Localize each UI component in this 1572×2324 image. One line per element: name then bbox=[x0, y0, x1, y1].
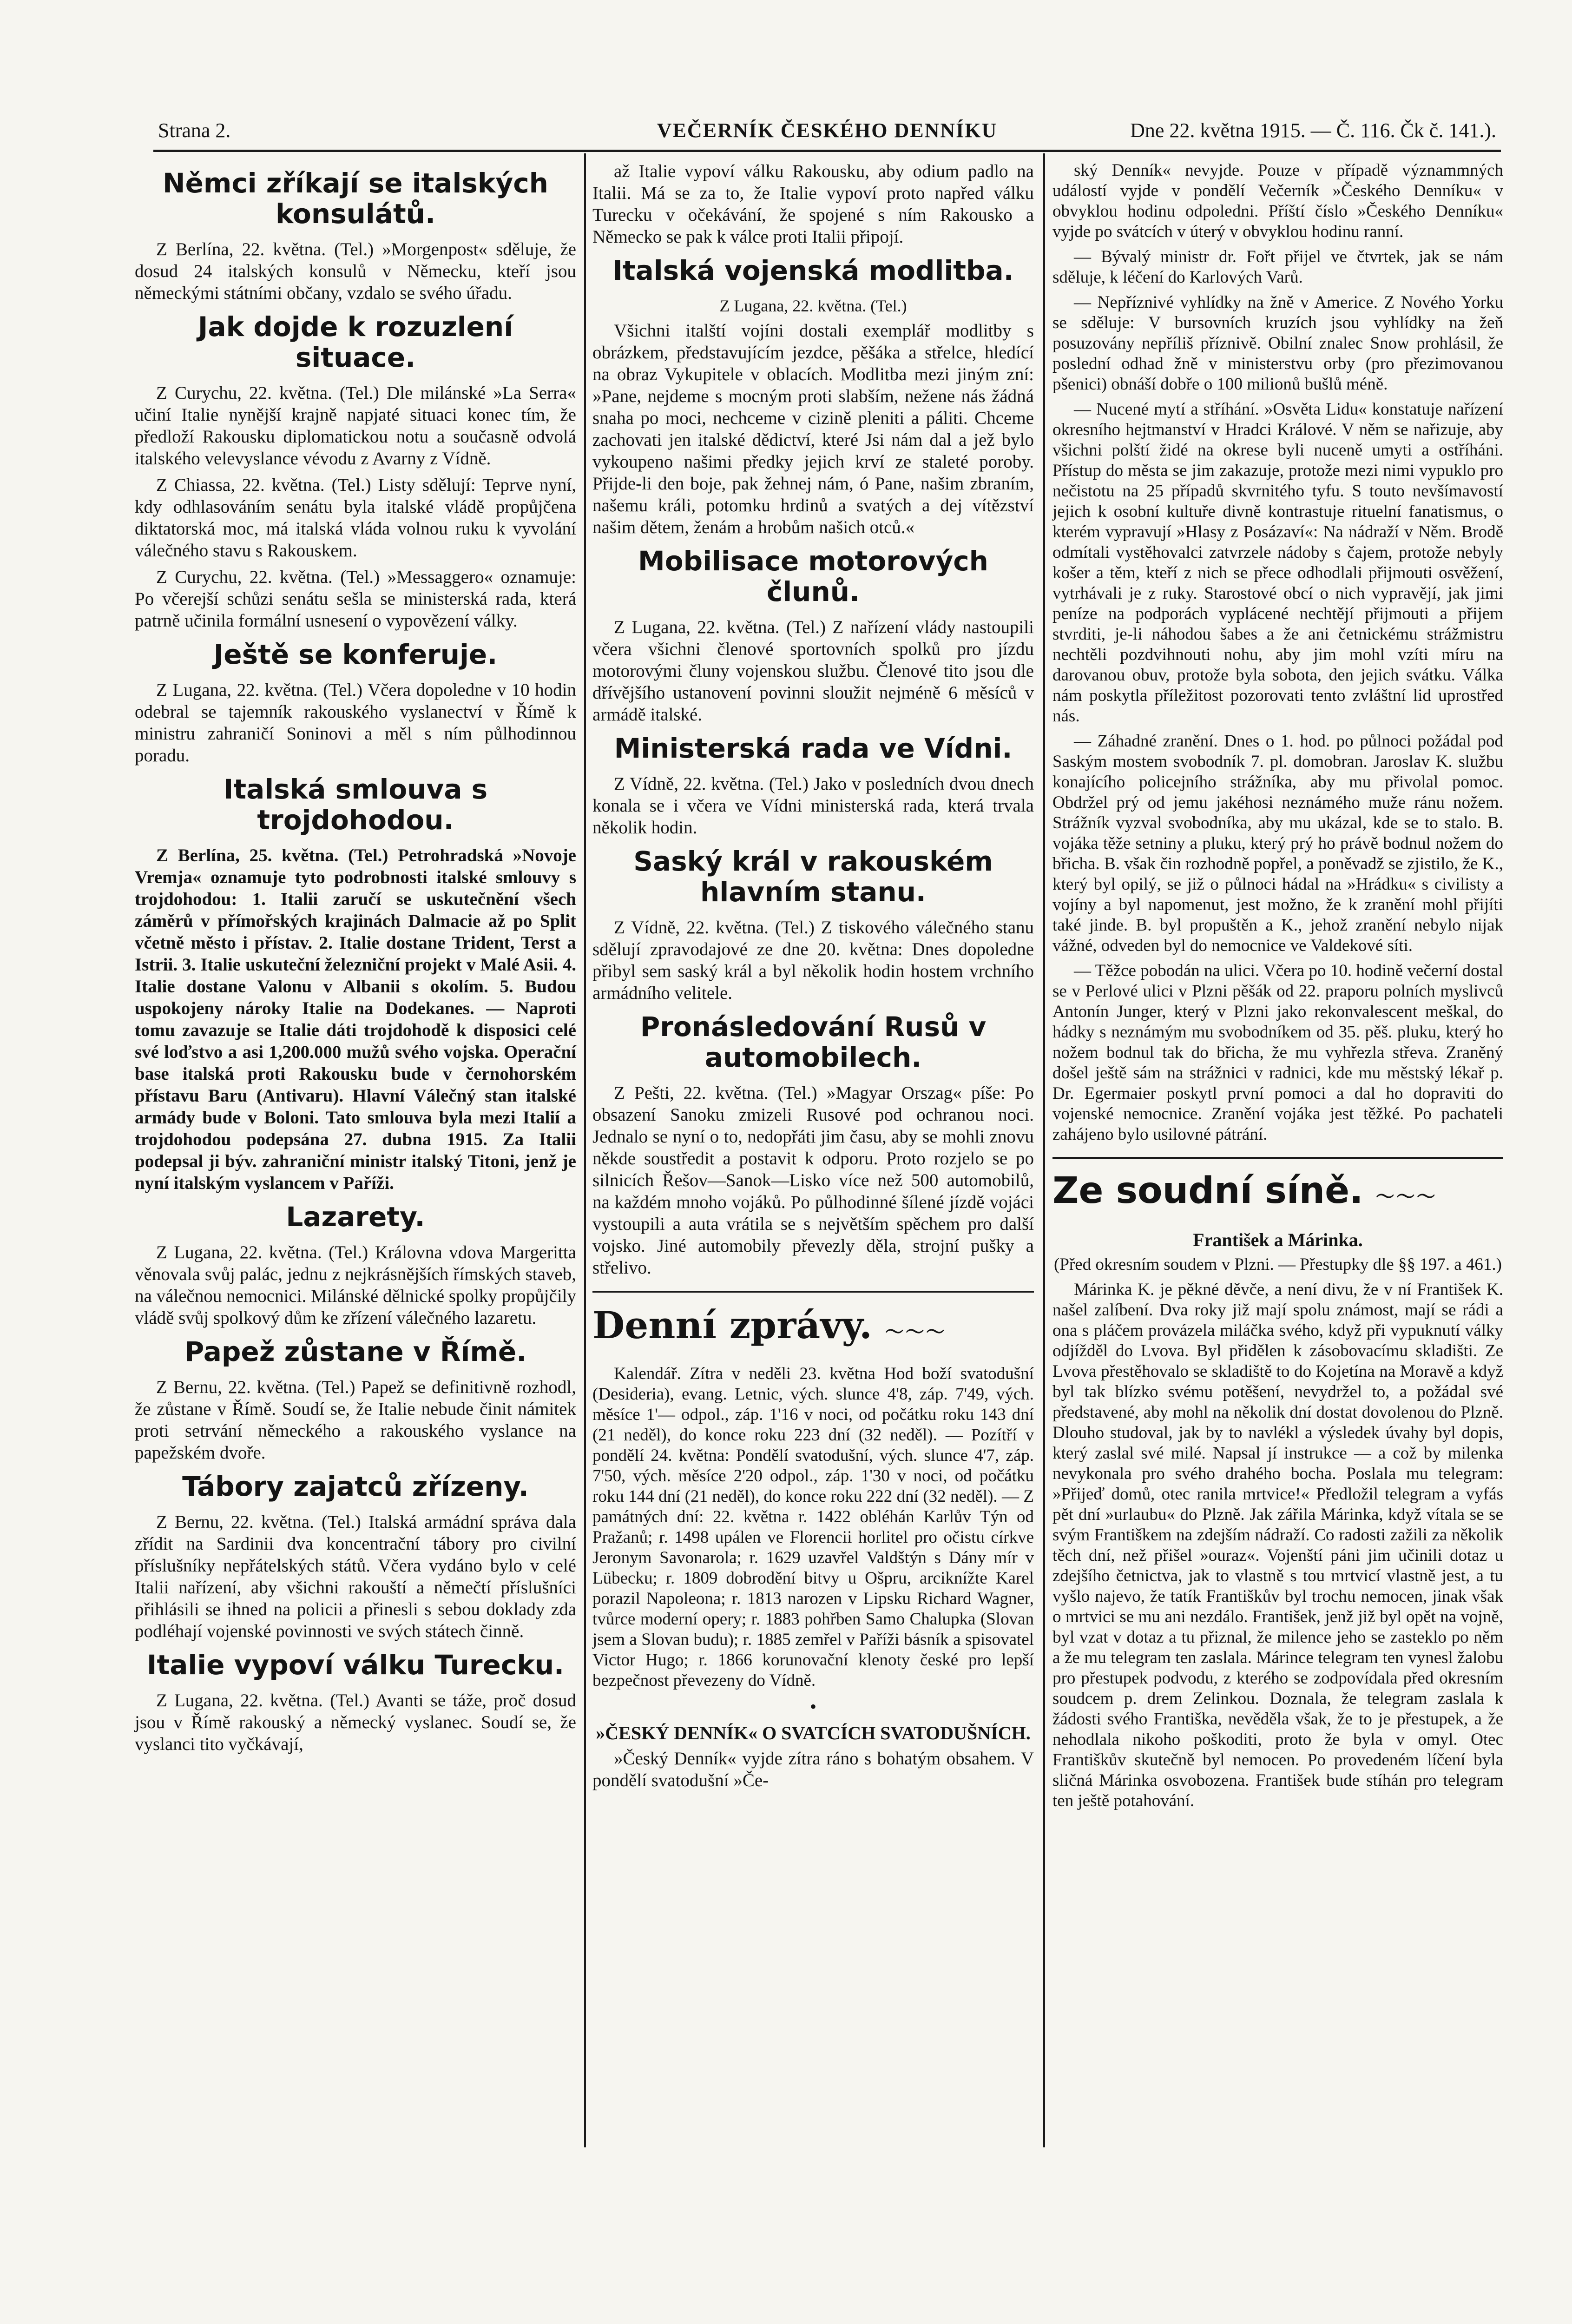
article-text: Všichni italští vojíni dostali exemplář modlitby s obrázkem, představujícím jezdce, pěšáka a střelce, hledící na obraz Vykupitele v oblacích. Modlitba mezi jiným zní: »Pane, nejdeme s mocným proti slabším, nežene nás žádná snaha po moci, nechceme v cizině pleniti a páliti. Chceme zachovati jen italské dědictví, které Jsi nám dal a jež bylo vykoupeno našimi předky jejich krví ze staleté poroby. Přijde-li den boje, pak žehnej nám, ó Pane, našim zbraním, našemu králi, potomku hrdinů a svatých a dej vítězství našim dětem, ženám a hrobům našich otců.« bbox=[592, 321, 1034, 537]
section-heading bbox=[592, 1304, 1034, 1353]
column-1 bbox=[135, 160, 576, 1760]
ornament-icon: 〜〜〜 bbox=[1375, 1186, 1437, 1208]
article-title: Saský král v rakouském hlavním stanu. bbox=[633, 845, 993, 908]
article-continuation: až Italie vypoví válku Rakousku, aby odium padlo na Italii. Má se za to, že Italie vypoví proto napřed válku Turecku v očekávání, že spojené s ním Rakousko a Německo se pak k válce proti Italii připojí. bbox=[592, 161, 1034, 247]
news-item: — Těžce pobodán na ulici. Včera po 10. hodině večerní dostal se v Perlové ulici v Plzni pěšák od 22. praporu polních myslivců Antonín Junger, který v Plzni jako rekonvalescent meškal, do hádky s neznámým mu svobodníkem od 35. pěš. pluku, který ho nožem bodnul tak do břicha, že mu vyhřezla střeva. Zraněný došel ještě sám na strážnici v radnici, kde mu městský lékař p. Dr. Egermaier poskytl první pomoci a dal ho dopraviti do vojenské nemocnice. Zranění vojáka jest těžké. Po pachateli zahájeno bylo usilovné pátrání. bbox=[1052, 961, 1503, 1144]
notice-title: »ČESKÝ DENNÍK« O SVATCÍCH SVATODUŠNÍCH. bbox=[596, 1723, 1031, 1743]
article-text: Z Lugana, 22. května. (Tel.) Avanti se táže, proč dosud jsou v Římě rakouský a německý vyslanec. Soudí se, že vyslanci tito vyčkávají, bbox=[135, 1690, 576, 1754]
article-text: Z Lugana, 22. května. (Tel.) Včera dopoledne v 10 hodin odebral se tajemník rakouského vyslanectví v Římě k ministru zahraničí Soninovi a měl s ním půlhodinnou poradu. bbox=[135, 680, 576, 766]
article-title: Italská smlouva s trojdohodou. bbox=[223, 773, 488, 836]
page-number: Strana 2. bbox=[158, 119, 231, 142]
article-title: Ještě se konferuje. bbox=[213, 639, 498, 670]
article-text: Z Lugana, 22. května. (Tel.) Z nařízení vlády nastoupili včera všichni členové sportovních spolků pro jízdu motorovými čluny vojenskou službu. Členové tito jsou dle dřívějšího ustanovení povinni sloužit nejméně 6 měsíců v armádě italské. bbox=[592, 617, 1034, 725]
court-note: (Před okresním soudem v Plzni. — Přestupky dle §§ 197. a 461.) bbox=[1054, 1255, 1502, 1274]
article-title: Jak dojde k rozuzlení situace. bbox=[197, 311, 513, 373]
news-item: — Nepříznivé vyhlídky na žně v Americe. Z Nového Yorku se sděluje: V bursovních kruzích jsou vyhlídky na žeň posuzovány nepříliš příznivě. Obilní znalec Snow prohlásil, že poslední odhad žně v ministerstvu orby (pro přezimovanou pšenici) obnáší dobře o 100 milionů bušlů méně. bbox=[1052, 293, 1503, 394]
article-title: Lazarety. bbox=[286, 1201, 425, 1233]
section-rule bbox=[592, 1291, 1034, 1293]
header-rule bbox=[153, 150, 1501, 152]
ornament-icon: 〜〜〜 bbox=[885, 1321, 947, 1343]
section-rule bbox=[1052, 1157, 1503, 1159]
column-divider-1 bbox=[584, 153, 586, 2147]
story-title: František a Márinka. bbox=[1193, 1229, 1363, 1250]
page-header bbox=[158, 119, 1496, 146]
article-text: Z Vídně, 22. května. (Tel.) Z tiskového válečného stanu sdělují zpravodajové ze dne 20. května: Dnes dopoledne přibyl sem saský král a byl několik hodin hostem vrchního armádního velitele. bbox=[592, 918, 1034, 1003]
article-title: Ministerská rada ve Vídni. bbox=[614, 733, 1013, 764]
section-title: Ze soudní síně. bbox=[1052, 1170, 1363, 1212]
news-item: — Bývalý ministr dr. Fořt přijel ve čtvrtek, jak se nám sděluje, k léčení do Karlových Varů. bbox=[1052, 247, 1503, 287]
column-2 bbox=[592, 160, 1034, 1796]
article-dateline: Z Lugana, 22. května. (Tel.) bbox=[719, 297, 907, 315]
column-divider-2 bbox=[1043, 153, 1045, 2147]
article-text: Z Bernu, 22. května. (Tel.) Italská armádní správa dala zřídit na Sardinii dva koncentrační tábory pro civilní příslušníky nepřátelských států. Včera vydáno bylo v celé Italii nařízení, aby všichni rakouští a němečtí příslušníci přihlásili se ihned na policii a přinesli s sebou doklady zda podléhají vojenské povinnosti ve svých státech činně. bbox=[135, 1512, 576, 1641]
notice-text: »Český Denník« vyjde zítra ráno s bohatým obsahem. V pondělí svatodušní »Če- bbox=[592, 1749, 1034, 1790]
news-item: — Nucené mytí a stříhání. »Osvěta Lidu« konstatuje nařízení okresního hejtmanství v Hradci Králové. V něm se nařizuje, aby všichni polští židé na okrese byli nuceně umyti a ostříháni. Přístup do města se jim zakazuje, protože mezi nimi vypuklo pro nečistotu na 25 případů skvrnitého tyfu. S touto nevšímavostí jejich k osobní kultuře divně kontrastuje rituelní fanatismus, o kterém vypravují »Hlasy z Posázaví«: Na nádraží v Něm. Brodě odmítali vystěhovalci zatvrzele nádoby s čajem, protože nebyly košer a těm, kteří z nich se přece odhodlali přijmouti osvěžení, vytrhávali je z ruky. Starostové obcí o nich vypravějí, jak jimi peníze na podporách vyplácené nechtějí přijmouti a přijem stvrditi, je-li náhodou šabes a že ani četnickému strážmistru nechtěli pozdvihnouti nohu, aby jim mohl vzíti míru na darovanou obuv, protože byla sobota, den jejich svátku. Válka nám poskytla příležitost pozorovati tento zvláštní lid uprostřed nás. bbox=[1052, 400, 1503, 726]
news-item: — Záhadné zranění. Dnes o 1. hod. po půlnoci požádal pod Saským mostem svobodník 7. pl. domobran. Jaroslav K. službu konajícího policejního strážníka, aby mu přivolal pomoc. Obdržel prý od jemu jakéhosi neznámého muže ránu nožem. Strážník vyzval svobodníka, aby mu ukázal, kde se to stalo. B. vojáka těže setniny a pluku, který prý ho právě bodnul nožem do břicha. B. však čin rozhodně popřel, a poněvadž se zjistilo, že K., který byl opilý, se již o půlnoci hádal na »Hrádku« s civilisty a vojíny a byl napomenut, jest možno, že k zranění mohl přijíti také jinde. B. byl propuštěn a K., jehož zranění nebylo nijak vážné, odveden byl do nemocnice ve Valdekové síti. bbox=[1052, 732, 1503, 955]
article-text: Z Berlína, 22. května. (Tel.) »Morgenpost« sděluje, že dosud 24 italských konsulů v Německu, kteří jsou německými státními občany, vzdalo se svého úřadu. bbox=[135, 239, 576, 303]
article-title: Tábory zajatců zřízeny. bbox=[182, 1471, 529, 1502]
article-text: Z Chiassa, 22. května. (Tel.) Listy sdělují: Teprve nyní, kdy odhlasováním senátu byla italské vládě propůjčena diktatorská moc, má italská vláda volnou ruku k vyvolání válečného stavu s Rakouskem. bbox=[135, 475, 576, 561]
article-text: Z Bernu, 22. května. (Tel.) Papež se definitivně rozhodl, že zůstane v Římě. Soudí se, že Italie nebude činit námitek proti setrvání německého a rakouského vyslance na papežském dvoře. bbox=[135, 1377, 576, 1463]
section-title: Denní zprávy. bbox=[592, 1303, 872, 1347]
article-title: Němci zříkají se italských konsulátů. bbox=[163, 167, 548, 230]
article-text: Z Vídně, 22. května. (Tel.) Jako v posledních dvou dnech konala se i včera ve Vídni ministerská rada, která trvala několik hodin. bbox=[592, 774, 1034, 838]
article-text: Z Curychu, 22. května. (Tel.) »Messaggero« oznamuje: Po včerejší schůzi senátu sešla se ministerská rada, která patrně učinila formální usnesení o vypovězení války. bbox=[135, 567, 576, 631]
article-text: Z Curychu, 22. května. (Tel.) Dle milánské »La Serra« učiní Italie nynější krajně napjaté situaci konec tím, že předloží Rakousku diplomatickou notu a současně odvolá italského velevyslance vévodu z Avarny z Vídně. bbox=[135, 383, 576, 469]
column-3 bbox=[1052, 160, 1503, 1816]
section-heading bbox=[1052, 1170, 1503, 1218]
article-title: Mobilisace motorových člunů. bbox=[638, 545, 988, 607]
article-title: Pronásledování Rusů v automobilech. bbox=[640, 1011, 987, 1073]
article-text: Z Berlína, 25. května. (Tel.) Petrohradská »Novoje Vremja« oznamuje tyto podrobnosti italské smlouvy s trojdohodou: 1. Italii zaručí se uskutečnění všech záměrů v přímořských krajinách Dalmacie až po Split včetně město i přístav. 2. Italie dostane Trident, Terst a Istrii. 3. Italie uskuteční železniční projekt v Malé Asii. 4. Italie dostane Valonu v Albanii s okolím. 5. Budou uspokojeny nároky Italie na Dodekanes. — Naproti tomu zavazuje se Italie dáti trojdohodě k disposici celé své loďstvo a asi 1,200.000 mužů svého vojska. Operační base italská proti Rakousku bude v černohorském přístavu Baru (Antivaru). Hlavní Válečný stan italské armády bude v Boloni. Tato smlouva byla mezi Italií a trojdohodou podepsána 27. dubna 1915. Za Italii podepsal ji býv. zahraniční ministr italský Titoni, jenž je nyní italským vyslancem v Paříži. bbox=[135, 845, 576, 1193]
calendar-text: Kalendář. Zítra v neděli 23. května Hod boží svatodušní (Desideria), evang. Letnic, vých. slunce 4'8, záp. 7'49, vých. měsíce 1'— odpol., záp. 1'16 v noci, od počátku roku 143 dní (21 neděl), do konce roku 223 dní (32 neděl). — Pozítří v pondělí 24. května: Pondělí svatodušní, vých. slunce 4'7, záp. 7'50, vých. měsíce 2'20 odpol., záp. 1'30 v noci, od počátku roku 144 dní (21 neděl), do konce roku 222 dní (32 neděl). — Z památných dní: 22. května r. 1422 obléhán Karlův Týn od Pražanů; r. 1498 upálen ve Florencii horlitel pro očistu církve Jeronym Savonarola; r. 1629 uzavřel Valdštýn s Dány mír v Lübecku; r. 1809 dobrodění bitvy u Ošpru, arciknížte Karel porazil Napoleona; r. 1813 narozen v Lipsku Richard Wagner, tvůrce moderní opery; r. 1883 pohřben Samo Chalupka (Slovan jsem a Slovan budu); r. 1885 zemřel v Paříži básník a spisovatel Victor Hugo; r. 1866 korunovační klenoty české pro lepší bezpečnost převezeny do Vídně. bbox=[592, 1364, 1034, 1690]
story-text: Márinka K. je pěkné děvče, a není divu, že v ní František K. našel zalíbení. Dva roky již mají spolu známost, mají se rádi a ona s pláčem provázela miláčka svého, když při vypuknutí války odjížděl do Lvova. Byl přidělen k zásobovacímu skladišti. Ze Lvova přestěhovalo se skladiště to do Kojetína na Moravě a když byl tak blízko svému potěšení, nevydržel to, a požádal své představené, aby mohl na několik dní dostat dovolenou do Plzně. Dlouho studoval, jak by to navlékl a výsledek úvahy byl dopis, který zaslal své milé. Napsal jí instrukce — a což by milenka nevykonala pro svého drahého bocha. Poslala mu telegram: »Přijeď domů, otec ranila mrtvice!« Předložil telegram a vyfás pět dní »urlaubu« do Plzně. Jak zářila Márinka, když vítala se se svým Františkem na zdejším nádraží. Co radosti zažili za několik těch dní, než přišel »ouraz«. Vojenští páni jim učinili dotaz u zdejšího četnictva, jak to vlastně s tou mrtvicí vlastně jest, a tu vyšlo najevo, že tatík Františkův byl trochu nemocen, jinak však o mrtvici se mu ani nezdálo. František, jenž již byl opět na vojně, byl vzat v dotaz a tu přiznal, že milence jeho se zasteklo po něm a že mu telegram ten zaslala. Márince telegram ten vynesl žalobu pro přestupek podvodu, z kterého se zodpovídala před okresním soudcem p. drem Zelinkou. Doznala, že telegram zaslala k žádosti svého Františka, nevěděla však, že to je přestupek, a že nehodlala nikoho poškoditi, proto že byla v omyl. Otec Františkův skutečně byl nemocen. Po provedeném líčení byla sličná Márinka osvobozena. František bude stíhán pro telegram ten ještě potahování. bbox=[1052, 1280, 1503, 1810]
article-title: Italie vypoví válku Turecku. bbox=[146, 1649, 565, 1681]
article-continuation: ský Denník« nevyjde. Pouze v případě význammných událostí vyjde v pondělí Večerník »Českého Denníku« v obvyklou hodinu odpoledni. Příští číslo »Českého Denníku« vyjde po svátcích v úterý v obvyklou hodinu ranní. bbox=[1052, 161, 1503, 241]
article-text: Z Pešti, 22. května. (Tel.) »Magyar Orszag« píše: Po obsazení Sanoku zmizeli Rusové pod ochranou noci. Jednalo se nyní o to, nedopřáti jim času, aby se mohli znovu někde soustředit a postavit k odporu. Proto rozjelo se po silnicích Řešov—Sanok—Lisko více než 500 automobilů, na každém mnoho vojáků. Po půlhodinné šílené jízdě vojáci vystoupili a auta vrátila se s největším spěchem pro další vojsko. Jiné automobily převezly děla, strojní pušky a střelivo. bbox=[592, 1083, 1034, 1278]
article-text: Z Lugana, 22. května. (Tel.) Královna vdova Margeritta věnovala svůj palác, jednu z nejkrásnějších římských staveb, na válečnou nemocnici. Milánské dělnické spolky propůjčily vládě svůj spolkový dům ke zřízení válečného lazaretu. bbox=[135, 1242, 576, 1328]
article-title: Italská vojenská modlitba. bbox=[612, 255, 1014, 286]
bullet-icon: • bbox=[809, 1696, 816, 1717]
issue-date: Dne 22. května 1915. — Č. 116. Čk č. 141.). bbox=[1130, 119, 1496, 142]
masthead-title: VEČERNÍK ČESKÉHO DENNÍKU bbox=[657, 119, 998, 142]
article-title: Papež zůstane v Římě. bbox=[184, 1336, 527, 1367]
